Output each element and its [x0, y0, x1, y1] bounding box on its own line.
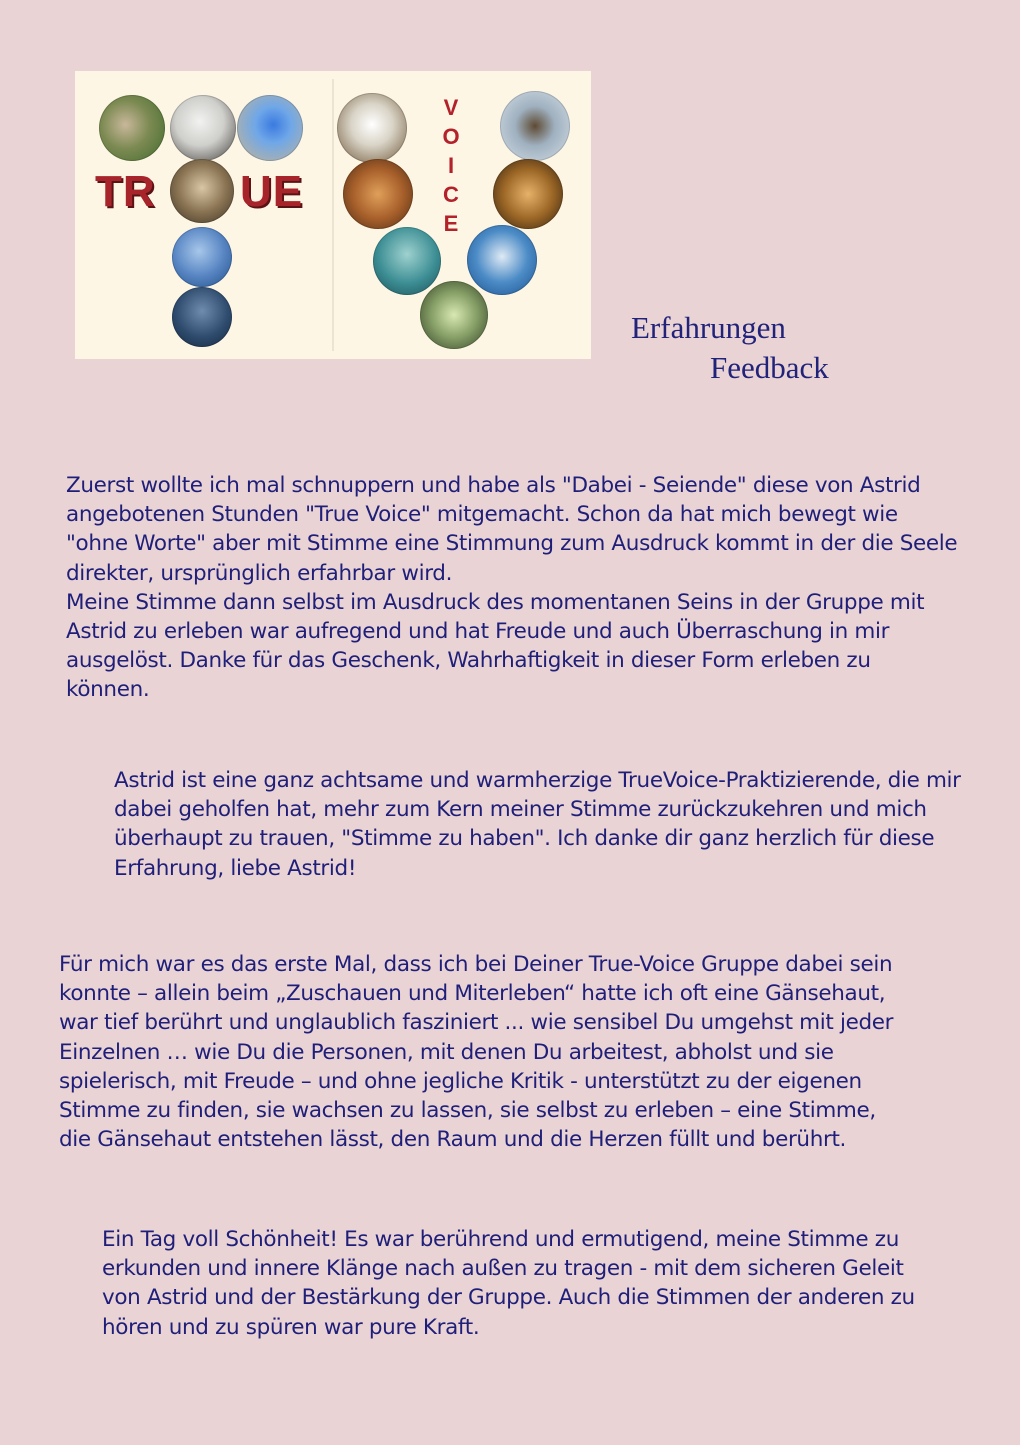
logo-letter-o: O: [442, 124, 460, 149]
text-line: direkter, ursprünglich erfahrbar wird.: [66, 560, 453, 586]
true-voice-logo: [75, 71, 591, 359]
whale-icon: [172, 287, 232, 347]
text-line: hören und zu spüren war pure Kraft.: [102, 1314, 480, 1340]
text-line: von Astrid und der Bestärkung der Gruppe. Auch die Stimmen der anderen zu: [102, 1285, 915, 1311]
dolphin-icon: [467, 225, 537, 295]
bird-icon: [99, 95, 165, 161]
text-line: Astrid zu erleben war aufregend und hat Freude und auch Überraschung in mir: [66, 619, 890, 645]
logo-divider: [332, 79, 334, 351]
text-line: war tief berührt und unglaublich fasziniert ... wie sensibel Du umgehst mit jeder: [59, 1010, 894, 1036]
text-line: spielerisch, mit Freude – und ohne jegliche Kritik - unterstützt zu der eigenen: [59, 1068, 862, 1094]
testimonial-1: [66, 471, 957, 705]
text-line: können.: [66, 677, 150, 703]
testimonial-2: [114, 766, 961, 883]
testimonial-3: [59, 950, 893, 1154]
text-line: Für mich war es das erste Mal, dass ich bei Deiner True-Voice Gruppe dabei sein: [59, 952, 893, 977]
wolf-icon: [170, 95, 236, 161]
dolphin-icon: [172, 227, 232, 287]
lion-icon: [493, 159, 563, 229]
text-line: überhaupt zu trauen, "Stimme zu haben". Ich danke dir ganz herzlich für diese: [114, 826, 935, 852]
cat-icon: [170, 159, 234, 223]
seal-icon: [373, 227, 441, 295]
text-line: dabei geholfen hat, mehr zum Kern meiner Stimme zurückzukehren und mich: [114, 797, 927, 823]
text-line: Zuerst wollte ich mal schnuppern und habe als "Dabei - Seiende" diese von Astrid: [66, 473, 921, 498]
text-line: konnte – allein beim „Zuschauen und Miterleben“ hatte ich oft eine Gänsehaut,: [59, 981, 886, 1007]
logo-word-true-left: TR: [95, 167, 156, 216]
text-line: erkunden und innere Klänge nach außen zu tragen - mit dem sicheren Geleit: [102, 1256, 904, 1282]
logo-word-true-right: UE: [240, 167, 304, 216]
text-line: ausgelöst. Danke für das Geschenk, Wahrhaftigkeit in dieser Form erleben zu: [66, 648, 871, 674]
text-line: angebotenen Stunden "True Voice" mitgemacht. Schon da hat mich bewegt wie: [66, 502, 898, 528]
text-line: "ohne Worte" aber mit Stimme eine Stimmung zum Ausdruck kommt in der die Seele: [66, 531, 958, 557]
heading-feedback: Feedback: [710, 350, 829, 385]
logo-letter-v: V: [443, 95, 459, 120]
text-line: Meine Stimme dann selbst im Ausdruck des momentanen Seins in der Gruppe mit: [66, 589, 925, 615]
text-line: Stimme zu finden, sie wachsen zu lassen, sie selbst zu erleben – eine Stimme,: [59, 1098, 876, 1124]
text-line: Ein Tag voll Schönheit! Es war berührend und ermutigend, meine Stimme zu: [102, 1227, 899, 1252]
text-line: Astrid ist eine ganz achtsame und warmherzige TrueVoice-Praktizierende, die mir: [114, 768, 961, 793]
text-line: Einzelnen … wie Du die Personen, mit denen Du arbeitest, abholst und sie: [59, 1039, 834, 1065]
bird-of-prey-icon: [500, 91, 570, 161]
text-line: Erfahrung, liebe Astrid!: [114, 855, 357, 881]
testimonial-4: [102, 1225, 915, 1342]
snake-icon: [420, 281, 488, 349]
logo-letter-e: E: [443, 211, 459, 236]
heading-erfahrungen: Erfahrungen: [631, 310, 786, 345]
butterfly-icon: [237, 95, 303, 161]
logo-letter-i: I: [447, 153, 455, 178]
text-line: die Gänsehaut entstehen lässt, den Raum und die Herzen füllt und berührt.: [59, 1127, 847, 1153]
logo-letter-c: C: [443, 182, 459, 207]
eagle-icon: [337, 93, 407, 163]
tiger-icon: [343, 159, 413, 229]
